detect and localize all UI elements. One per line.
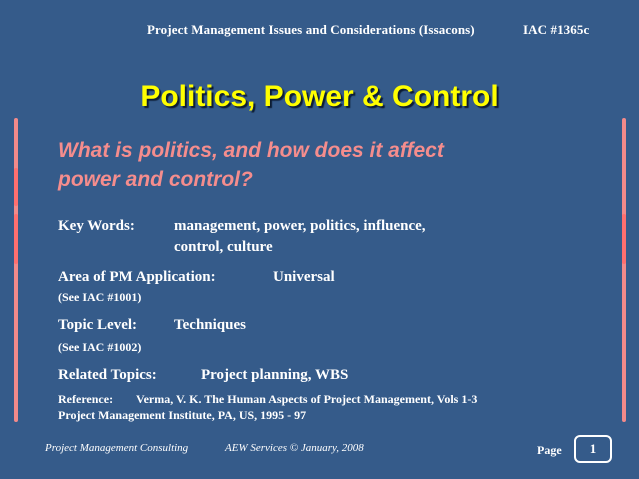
left-accent-bar-highlight [14, 168, 18, 206]
topic-level-value: Techniques [174, 317, 246, 333]
page-number: 1 [589, 441, 597, 456]
left-accent-bar-highlight-2 [14, 214, 18, 264]
lead-question [58, 136, 528, 194]
area-value: Universal [273, 269, 335, 285]
topic-level-see-reference: (See IAC #1002) [58, 340, 142, 354]
area-label: Area of PM Application: [58, 269, 216, 285]
footer-copyright: AEW Services © January, 2008 [225, 442, 364, 454]
footer-company: Project Management Consulting [45, 442, 189, 454]
series-title: Project Management Issues and Considerations (Issacons) [147, 22, 475, 37]
lead-question-line-1: What is politics, and how does it affect [58, 139, 444, 162]
key-words-line-2: control, culture [174, 239, 273, 255]
reference-line-2: Project Management Institute, PA, US, 1995 - 97 [58, 408, 307, 422]
page-label: Page [537, 443, 562, 457]
left-accent-bar [14, 118, 18, 422]
related-topics-value: Project planning, WBS [201, 367, 349, 383]
right-accent-bar-highlight [622, 214, 626, 264]
lead-question-line-2: power and control? [58, 168, 253, 191]
topic-level-label: Topic Level: [58, 317, 138, 333]
key-words-label: Key Words: [58, 218, 135, 234]
right-accent-bar [622, 118, 626, 422]
page-title: Politics, Power & Control [140, 80, 499, 113]
document-code: IAC #1365c [523, 22, 590, 37]
reference-label: Reference: [58, 392, 114, 406]
reference-line-1: Verma, V. K. The Human Aspects of Project Management, Vols 1-3 [136, 392, 478, 406]
area-see-reference: (See IAC #1001) [58, 290, 142, 304]
page-number-box [574, 435, 612, 463]
key-words-line-1: management, power, politics, influence, [174, 218, 426, 234]
related-topics-label: Related Topics: [58, 367, 157, 383]
